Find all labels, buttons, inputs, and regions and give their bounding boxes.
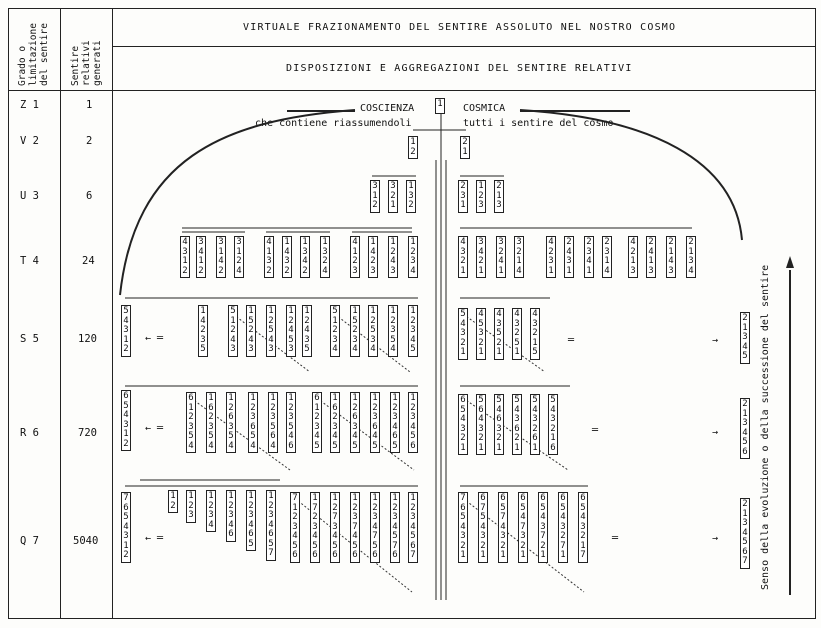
count-label: 6 <box>86 190 93 202</box>
perm-box-level4: 3 4 2 1 <box>476 236 486 278</box>
grade-label: T 4 <box>20 255 39 267</box>
perm-box-level6: 1 6 2 3 4 5 <box>330 392 340 453</box>
perm-box-level7: 1 2 3 4 7 5 6 <box>370 492 380 563</box>
perm-box-level7: 1 2 3 <box>186 490 196 523</box>
perm-box-level4: 4 1 3 2 <box>264 236 274 278</box>
perm-box-level5: 1 2 3 4 5 <box>408 305 418 357</box>
perm-box-level3: 3 1 2 <box>370 180 380 213</box>
perm-box-level6: 5 6 4 3 2 1 <box>476 394 486 455</box>
perm-box-level4: 2 1 3 4 <box>686 236 696 278</box>
perm-box-level5: 4 3 2 5 1 <box>512 308 522 360</box>
double-line-icon: ═ <box>592 425 599 436</box>
perm-box-level6-side: 6 5 4 3 1 2 <box>121 390 131 451</box>
perm-box-level5: 1 2 5 4 3 <box>266 305 276 357</box>
perm-box-level4: 4 2 3 1 <box>546 236 556 278</box>
perm-box-level4: 2 4 3 1 <box>564 236 574 278</box>
subtitle: DISPOSIZIONI E AGGREGAZIONI DEL SENTIRE RELATIVI <box>286 63 633 74</box>
perm-box-level6: 1 2 3 6 4 5 <box>370 392 380 453</box>
perm-box-level4: 3 2 1 4 <box>514 236 524 278</box>
perm-box-level7: 1 2 3 7 4 5 6 <box>350 492 360 563</box>
perm-box-level7: 6 5 4 3 7 2 1 <box>538 492 548 563</box>
perm-box-level4: 3 1 4 2 <box>216 236 226 278</box>
grade-label: R 6 <box>20 427 39 439</box>
perm-box-level6: 1 2 3 5 6 4 <box>268 392 278 453</box>
perm-box-level7: 7 6 5 4 3 2 1 <box>458 492 468 563</box>
double-line-icon: ═ <box>612 533 619 544</box>
perm-box-level7: 1 2 3 4 6 <box>226 490 236 542</box>
grade-label: Z 1 <box>20 99 39 111</box>
perm-box-level6: 1 2 6 3 4 5 <box>350 392 360 453</box>
perm-box-level5: 1 2 4 3 5 <box>302 305 312 357</box>
right-arrow-icon: → <box>712 335 719 346</box>
perm-box-level4: 2 3 4 1 <box>584 236 594 278</box>
perm-box-level3: 2 1 3 <box>494 180 504 213</box>
right-arrow-icon: → <box>712 427 719 438</box>
perm-box-level6: 5 4 3 6 2 1 <box>512 394 522 455</box>
perm-box-level4: 4 3 2 1 <box>458 236 468 278</box>
grade-label: S 5 <box>20 333 39 345</box>
perm-box-level6: 5 4 6 3 2 1 <box>494 394 504 455</box>
perm-box-level5: 5 4 3 2 1 <box>458 308 468 360</box>
perm-box-level5-side: 2 1 3 4 5 <box>740 312 750 364</box>
perm-box-level2: 1 2 <box>408 136 418 159</box>
perm-box-level7: 6 5 7 4 3 2 1 <box>498 492 508 563</box>
grade-label: U 3 <box>20 190 39 202</box>
perm-box-level5: 4 3 2 1 5 <box>530 308 540 360</box>
count-label: 120 <box>78 333 97 345</box>
perm-box-level7: 6 5 4 3 2 7 1 <box>558 492 568 563</box>
perm-box-level5: 1 2 3 5 4 <box>388 305 398 357</box>
perm-box-level4: 1 4 3 2 <box>282 236 292 278</box>
perm-box-level5: 1 2 4 5 3 <box>286 305 296 357</box>
perm-box-level4: 1 3 4 2 <box>300 236 310 278</box>
perm-box-level5: 4 5 3 2 1 <box>476 308 486 360</box>
perm-box-level3: 1 2 3 <box>476 180 486 213</box>
right-arrow-icon: → <box>712 533 719 544</box>
perm-box-level7: 6 7 5 4 3 2 1 <box>478 492 488 563</box>
main-title: VIRTUALE FRAZIONAMENTO DEL SENTIRE ASSOLUTO NEL NOSTRO COSMO <box>243 22 677 33</box>
perm-box-level7: 7 1 2 3 4 5 6 <box>290 492 300 563</box>
grade-column-header: Grado o limitazione del sentire <box>17 23 50 86</box>
perm-box-level6: 1 2 3 5 4 6 <box>286 392 296 453</box>
perm-box-level5: 1 5 2 3 4 <box>350 305 360 357</box>
perm-box-level4: 2 4 1 3 <box>646 236 656 278</box>
perm-box-level4: 1 2 3 4 <box>408 236 418 278</box>
perm-box-level4: 3 2 4 1 <box>496 236 506 278</box>
count-label: 2 <box>86 135 93 147</box>
count-label: 24 <box>82 255 95 267</box>
grade-label: Q 7 <box>20 535 39 547</box>
perm-box-level4: 1 3 2 4 <box>320 236 330 278</box>
perm-box-level4: 2 3 1 4 <box>602 236 612 278</box>
perm-box-level6-side: 2 1 3 4 5 6 <box>740 398 750 459</box>
perm-box-level6: 1 2 3 4 5 6 <box>408 392 418 453</box>
cosmic-box: 1 <box>435 98 445 114</box>
perm-box-level4: 1 2 4 3 <box>388 236 398 278</box>
perm-box-level7-side: 2 1 3 4 5 6 7 <box>740 498 750 569</box>
perm-box-level6: 1 2 3 4 6 5 <box>390 392 400 453</box>
perm-box-level6: 5 4 3 2 6 1 <box>530 394 540 455</box>
perm-box-level6: 1 2 6 3 5 4 <box>226 392 236 453</box>
cosmic-left-1: COSCIENZA <box>360 103 415 114</box>
perm-box-level5: 1 2 5 3 4 <box>368 305 378 357</box>
perm-box-level5: 4 3 5 2 1 <box>494 308 504 360</box>
perm-box-level7: 6 5 4 7 3 2 1 <box>518 492 528 563</box>
perm-box-level5: 1 4 2 3 5 <box>198 305 208 357</box>
perm-box-level4: 4 2 1 3 <box>628 236 638 278</box>
perm-box-level6: 6 1 2 3 5 4 <box>186 392 196 453</box>
perm-box-level6: 1 6 2 3 5 4 <box>206 392 216 453</box>
perm-box-level3: 2 3 1 <box>458 180 468 213</box>
left-arrow-icon: ← ═ <box>145 533 164 544</box>
perm-box-level5: 1 5 2 4 3 <box>246 305 256 357</box>
perm-box-level7: 1 7 2 3 4 5 6 <box>310 492 320 563</box>
count-column-header: Sentire relativi generati <box>70 40 103 86</box>
perm-box-level6: 5 4 3 2 1 6 <box>548 394 558 455</box>
perm-box-level7: 1 2 <box>168 490 178 513</box>
perm-box-level4: 4 1 2 3 <box>350 236 360 278</box>
perm-box-level7-side: 7 6 5 4 3 1 2 <box>121 492 131 563</box>
left-arrow-icon: ← ═ <box>145 423 164 434</box>
perm-box-level4: 3 4 1 2 <box>196 236 206 278</box>
perm-box-level7: 1 2 3 4 5 7 6 <box>390 492 400 563</box>
perm-box-level7: 1 2 3 4 5 6 7 <box>408 492 418 563</box>
count-label: 5040 <box>73 535 99 547</box>
perm-box-level3: 3 2 1 <box>388 180 398 213</box>
perm-box-level7: 1 2 3 4 6 5 7 <box>266 490 276 561</box>
perm-box-level6: 1 2 3 6 5 4 <box>248 392 258 453</box>
perm-box-level3: 1 3 2 <box>406 180 416 213</box>
evolution-label: Senso della evoluzione o della successione del sentire <box>760 264 771 590</box>
count-label: 1 <box>86 99 93 111</box>
perm-box-level2: 2 1 <box>460 136 470 159</box>
perm-box-level6: 6 1 2 3 4 5 <box>312 392 322 453</box>
cosmic-right-2: tutti i sentire del cosmo <box>463 118 614 129</box>
perm-box-level7: 6 5 4 3 2 1 7 <box>578 492 588 563</box>
cosmic-left-2: che contiene riassumendoli <box>255 118 412 129</box>
perm-box-level4: 1 4 2 3 <box>368 236 378 278</box>
perm-box-level5: 5 1 2 3 4 <box>330 305 340 357</box>
perm-box-level4: 2 1 4 3 <box>666 236 676 278</box>
perm-box-level4: 4 3 1 2 <box>180 236 190 278</box>
perm-box-level7: 1 2 7 3 4 5 6 <box>330 492 340 563</box>
cosmic-right-1: COSMICA <box>463 103 506 114</box>
perm-box-level6: 6 5 4 3 2 1 <box>458 394 468 455</box>
perm-box-level5: 5 1 2 4 3 <box>228 305 238 357</box>
grade-label: V 2 <box>20 135 39 147</box>
count-label: 720 <box>78 427 97 439</box>
left-arrow-icon: ← ═ <box>145 333 164 344</box>
perm-box-level5-side: 5 4 3 1 2 <box>121 305 131 357</box>
perm-box-level4: 3 1 2 4 <box>234 236 244 278</box>
double-line-icon: ═ <box>568 335 575 346</box>
perm-box-level7: 1 2 3 4 <box>206 490 216 532</box>
perm-box-level7: 1 2 3 4 6 5 <box>246 490 256 551</box>
